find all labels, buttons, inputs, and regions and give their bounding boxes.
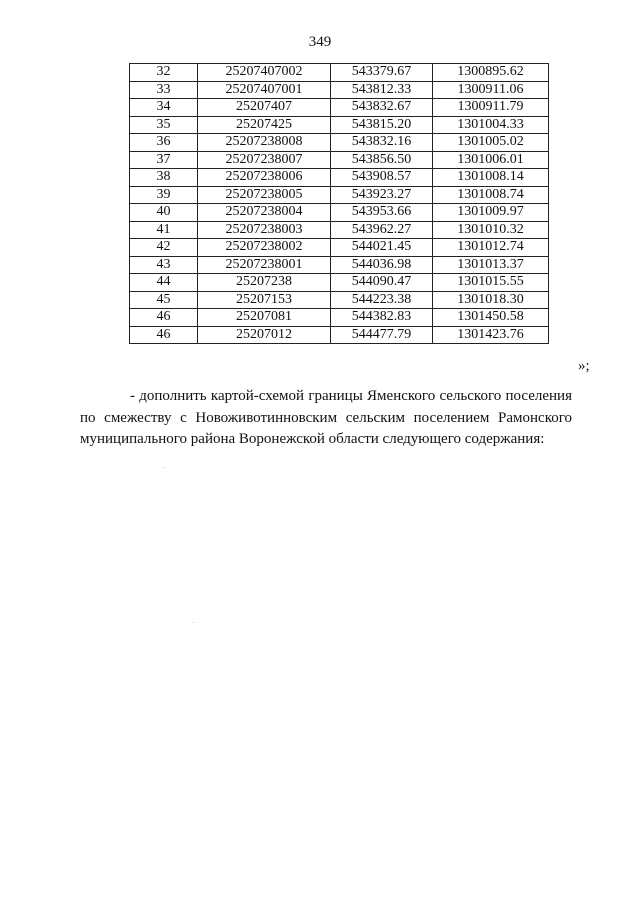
x-coordinate-cell: 544021.45 (331, 239, 433, 257)
x-coordinate-cell: 543953.66 (331, 204, 433, 222)
point-number-cell: 32 (130, 64, 198, 82)
point-number-cell: 45 (130, 291, 198, 309)
table-row (130, 64, 549, 82)
x-coordinate-cell: 543812.33 (331, 81, 433, 99)
table-row (130, 134, 549, 152)
x-coordinate-cell: 543832.67 (331, 99, 433, 117)
y-coordinate-cell: 1301005.02 (433, 134, 549, 152)
table-row (130, 169, 549, 187)
table-row (130, 239, 549, 257)
point-code-cell: 25207238 (198, 274, 331, 292)
point-number-cell: 46 (130, 309, 198, 327)
x-coordinate-cell: 543379.67 (331, 64, 433, 82)
point-number-cell: 38 (130, 169, 198, 187)
point-number-cell: 42 (130, 239, 198, 257)
point-code-cell: 25207238004 (198, 204, 331, 222)
y-coordinate-cell: 1301006.01 (433, 151, 549, 169)
y-coordinate-cell: 1301450.58 (433, 309, 549, 327)
y-coordinate-cell: 1301012.74 (433, 239, 549, 257)
point-code-cell: 25207012 (198, 326, 331, 344)
x-coordinate-cell: 544477.79 (331, 326, 433, 344)
point-number-cell: 43 (130, 256, 198, 274)
table-row (130, 221, 549, 239)
x-coordinate-cell: 543856.50 (331, 151, 433, 169)
x-coordinate-cell: 543815.20 (331, 116, 433, 134)
x-coordinate-cell: 543908.57 (331, 169, 433, 187)
point-number-cell: 46 (130, 326, 198, 344)
y-coordinate-cell: 1300911.79 (433, 99, 549, 117)
point-code-cell: 25207238007 (198, 151, 331, 169)
x-coordinate-cell: 544090.47 (331, 274, 433, 292)
point-code-cell: 25207238003 (198, 221, 331, 239)
page-number: 349 (308, 34, 332, 50)
body-paragraph: - дополнить картой-схемой границы Ямeнского сельского поселения по смежеству с Новоживотинновским сельским поселением Рамонского муниципального района Воронежской области следующего содержания: (80, 388, 572, 447)
point-code-cell: 25207238005 (198, 186, 331, 204)
y-coordinate-cell: 1300895.62 (433, 64, 549, 82)
point-code-cell: 25207238001 (198, 256, 331, 274)
table-row (130, 309, 549, 327)
scan-speck (193, 622, 194, 623)
scan-speck (163, 467, 164, 468)
x-coordinate-cell: 544223.38 (331, 291, 433, 309)
table-row (130, 151, 549, 169)
point-code-cell: 25207407001 (198, 81, 331, 99)
table-row (130, 204, 549, 222)
point-code-cell: 25207238002 (198, 239, 331, 257)
point-code-cell: 25207238008 (198, 134, 331, 152)
point-code-cell: 25207081 (198, 309, 331, 327)
point-code-cell: 25207238006 (198, 169, 331, 187)
boundary-coordinates-table (129, 63, 549, 344)
y-coordinate-cell: 1301018.30 (433, 291, 549, 309)
point-number-cell: 39 (130, 186, 198, 204)
y-coordinate-cell: 1300911.06 (433, 81, 549, 99)
point-number-cell: 44 (130, 274, 198, 292)
table-row (130, 99, 549, 117)
point-code-cell: 25207407002 (198, 64, 331, 82)
table-row (130, 291, 549, 309)
y-coordinate-cell: 1301015.55 (433, 274, 549, 292)
table-row (130, 186, 549, 204)
x-coordinate-cell: 543832.16 (331, 134, 433, 152)
table-row (130, 116, 549, 134)
y-coordinate-cell: 1301013.37 (433, 256, 549, 274)
point-code-cell: 25207407 (198, 99, 331, 117)
x-coordinate-cell: 544382.83 (331, 309, 433, 327)
table-row (130, 256, 549, 274)
y-coordinate-cell: 1301008.74 (433, 186, 549, 204)
x-coordinate-cell: 543923.27 (331, 186, 433, 204)
x-coordinate-cell: 543962.27 (331, 221, 433, 239)
y-coordinate-cell: 1301009.97 (433, 204, 549, 222)
x-coordinate-cell: 544036.98 (331, 256, 433, 274)
point-number-cell: 33 (130, 81, 198, 99)
point-code-cell: 25207425 (198, 116, 331, 134)
point-number-cell: 41 (130, 221, 198, 239)
table-body (130, 64, 549, 344)
point-code-cell: 25207153 (198, 291, 331, 309)
table-row (130, 274, 549, 292)
point-number-cell: 40 (130, 204, 198, 222)
y-coordinate-cell: 1301008.14 (433, 169, 549, 187)
y-coordinate-cell: 1301010.32 (433, 221, 549, 239)
y-coordinate-cell: 1301004.33 (433, 116, 549, 134)
point-number-cell: 34 (130, 99, 198, 117)
closing-quote: »; (578, 358, 590, 374)
point-number-cell: 36 (130, 134, 198, 152)
table-row (130, 326, 549, 344)
table-row (130, 81, 549, 99)
point-number-cell: 35 (130, 116, 198, 134)
point-number-cell: 37 (130, 151, 198, 169)
y-coordinate-cell: 1301423.76 (433, 326, 549, 344)
